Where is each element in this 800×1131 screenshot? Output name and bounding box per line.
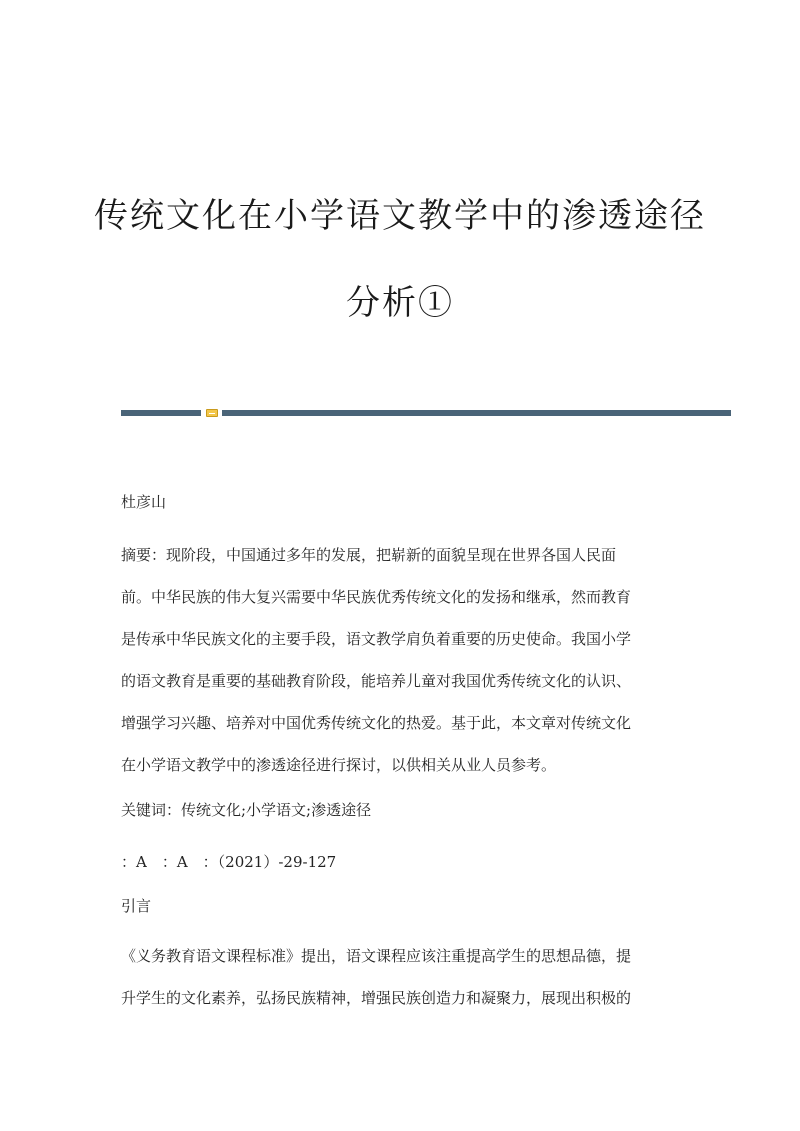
section-heading: 引言 [121,897,152,915]
title-divider [121,409,731,417]
abstract-line: 的语文教育是重要的基础教育阶段，能培养儿童对我国优秀传统文化的认识、 [121,672,632,690]
document-icon [206,409,218,417]
abstract-line: 前。中华民族的伟大复兴需要中华民族优秀传统文化的发扬和继承，然而教育 [121,588,632,606]
divider-bar-left [121,410,201,416]
abstract-line: 在小学语文教学中的渗透途径进行探讨，以供相关从业人员参考。 [121,756,557,774]
classification-line: ：A ：A ：（2021）-29-127 [121,853,337,871]
document-title-line-2: 分析① [346,283,454,323]
abstract-line: 摘要：现阶段，中国通过多年的发展，把崭新的面貌呈现在世界各国人民面 [121,546,617,564]
abstract-line: 增强学习兴趣、培养对中国优秀传统文化的热爱。基于此，本文章对传统文化 [121,714,632,732]
abstract-line: 是传承中华民族文化的主要手段，语文教学肩负着重要的历史使命。我国小学 [121,630,632,648]
document-title-line-1: 传统文化在小学语文教学中的渗透途径 [94,196,706,236]
body-line: 《义务教育语文课程标准》提出，语文课程应该注重提高学生的思想品德，提 [121,947,632,965]
author-name: 杜彦山 [121,493,167,511]
body-line: 升学生的文化素养，弘扬民族精神，增强民族创造力和凝聚力，展现出积极的 [121,989,632,1007]
divider-bar-right [222,410,731,416]
keywords-line: 关键词：传统文化;小学语文;渗透途径 [121,801,372,819]
